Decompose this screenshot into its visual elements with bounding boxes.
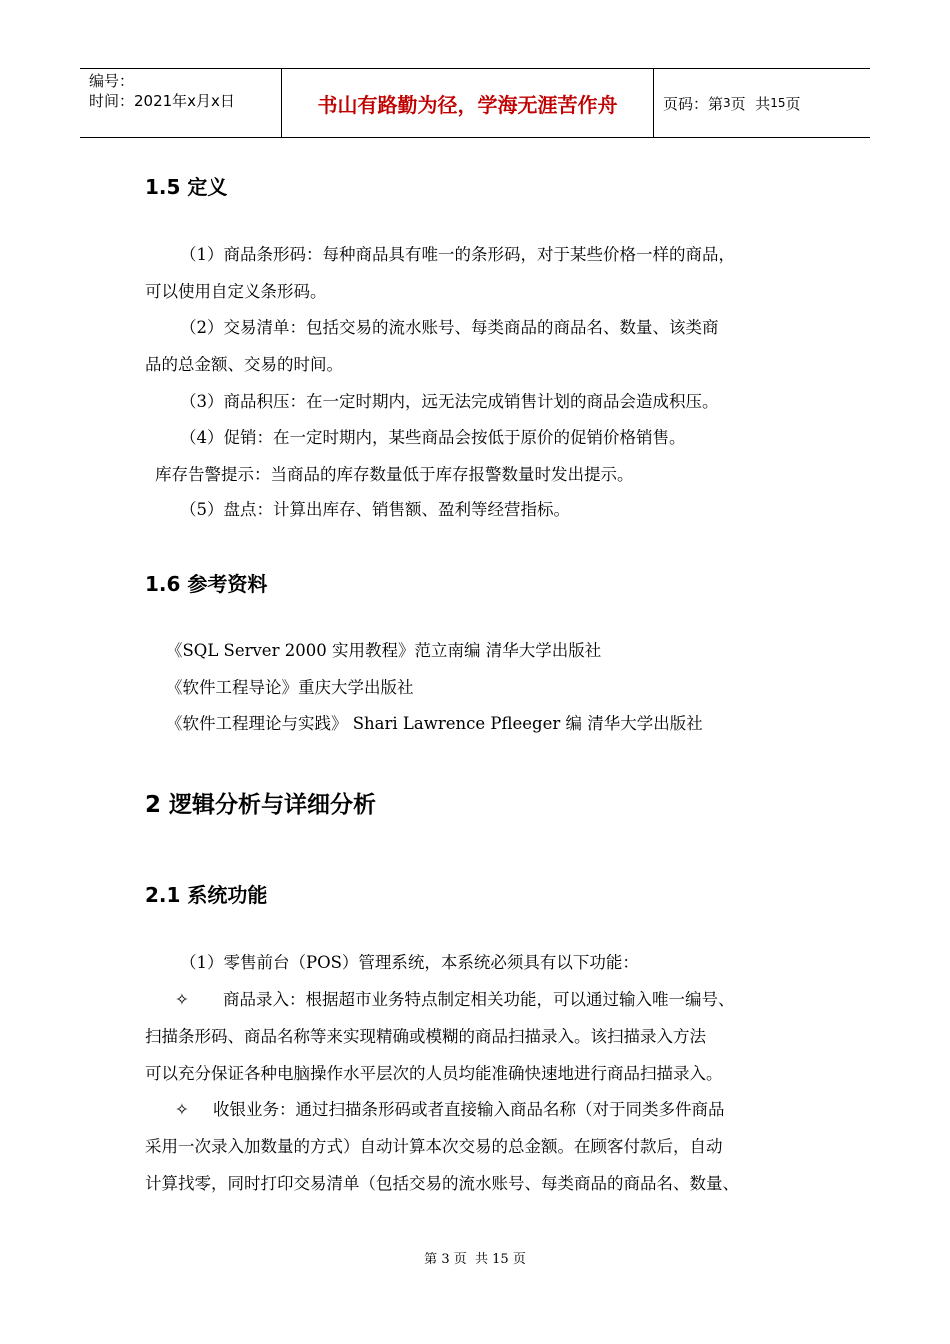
paragraph-line: （1）商品条形码：每种商品具有唯一的条形码，对于某些价格一样的商品， — [180, 245, 735, 264]
page-header — [80, 68, 870, 138]
paragraph-line: 扫描条形码、商品名称等来实现精确或模糊的商品扫描录入。该扫描录入方法 — [145, 1027, 706, 1046]
page-footer: 第 3 页 共 15 页 — [424, 1252, 526, 1267]
header-meta-cell — [80, 69, 282, 137]
section-1-6-heading: 1.6 参考资料 — [145, 572, 268, 596]
paragraph-line: 库存告警提示：当商品的库存数量低于库存报警数量时发出提示。 — [155, 465, 634, 484]
paragraph-line: （3）商品积压：在一定时期内，远无法完成销售计划的商品会造成积压。 — [180, 392, 719, 411]
section-1-5-heading: 1.5 定义 — [145, 175, 228, 199]
paragraph-line: （4）促销：在一定时期内，某些商品会按低于原价的促销价格销售。 — [180, 428, 686, 447]
paragraph-line: 品的总金额、交易的时间。 — [145, 355, 343, 374]
reference-item: 《软件工程导论》重庆大学出版社 — [166, 678, 414, 697]
diamond-bullet-icon: ✧ — [175, 1100, 189, 1119]
diamond-bullet-icon: ✧ — [175, 990, 189, 1009]
doc-time-label: 时间：2021年x月x日 — [89, 92, 235, 110]
reference-item: 《SQL Server 2000 实用教程》范立南编 清华大学出版社 — [166, 641, 602, 660]
paragraph-line: （1）零售前台（POS）管理系统，本系统必须具有以下功能： — [180, 953, 639, 972]
header-page-number: 页码：第 3 页 共 15 页 — [663, 94, 801, 113]
paragraph-line: 计算找零，同时打印交易清单（包括交易的流水账号、每类商品的商品名、数量、 — [145, 1174, 739, 1193]
paragraph-line: 可以充分保证各种电脑操作水平层次的人员均能准确快速地进行商品扫描录入。 — [145, 1064, 723, 1083]
header-motto: 书山有路勤为径，学海无涯苦作舟 — [282, 69, 654, 137]
section-2-1-heading: 2.1 系统功能 — [145, 883, 268, 907]
chapter-2-heading: 2 逻辑分析与详细分析 — [145, 792, 377, 818]
bullet-line: ✧ 商品录入：根据超市业务特点制定相关功能，可以通过输入唯一编号、 — [175, 990, 735, 1009]
paragraph-line: （2）交易清单：包括交易的流水账号、每类商品的商品名、数量、该类商 — [180, 318, 719, 337]
reference-item: 《软件工程理论与实践》 Shari Lawrence Pfleeger 编 清华大学出版社 — [166, 714, 703, 733]
paragraph-line: 采用一次录入加数量的方式）自动计算本次交易的总金额。在顾客付款后，自动 — [145, 1137, 723, 1156]
doc-number-label: 编号： — [89, 72, 135, 90]
bullet-line: ✧ 收银业务：通过扫描条形码或者直接输入商品名称（对于同类多件商品 — [175, 1100, 725, 1119]
paragraph-line: （5）盘点：计算出库存、销售额、盈利等经营指标。 — [180, 500, 570, 519]
paragraph-line: 可以使用自定义条形码。 — [145, 282, 327, 301]
